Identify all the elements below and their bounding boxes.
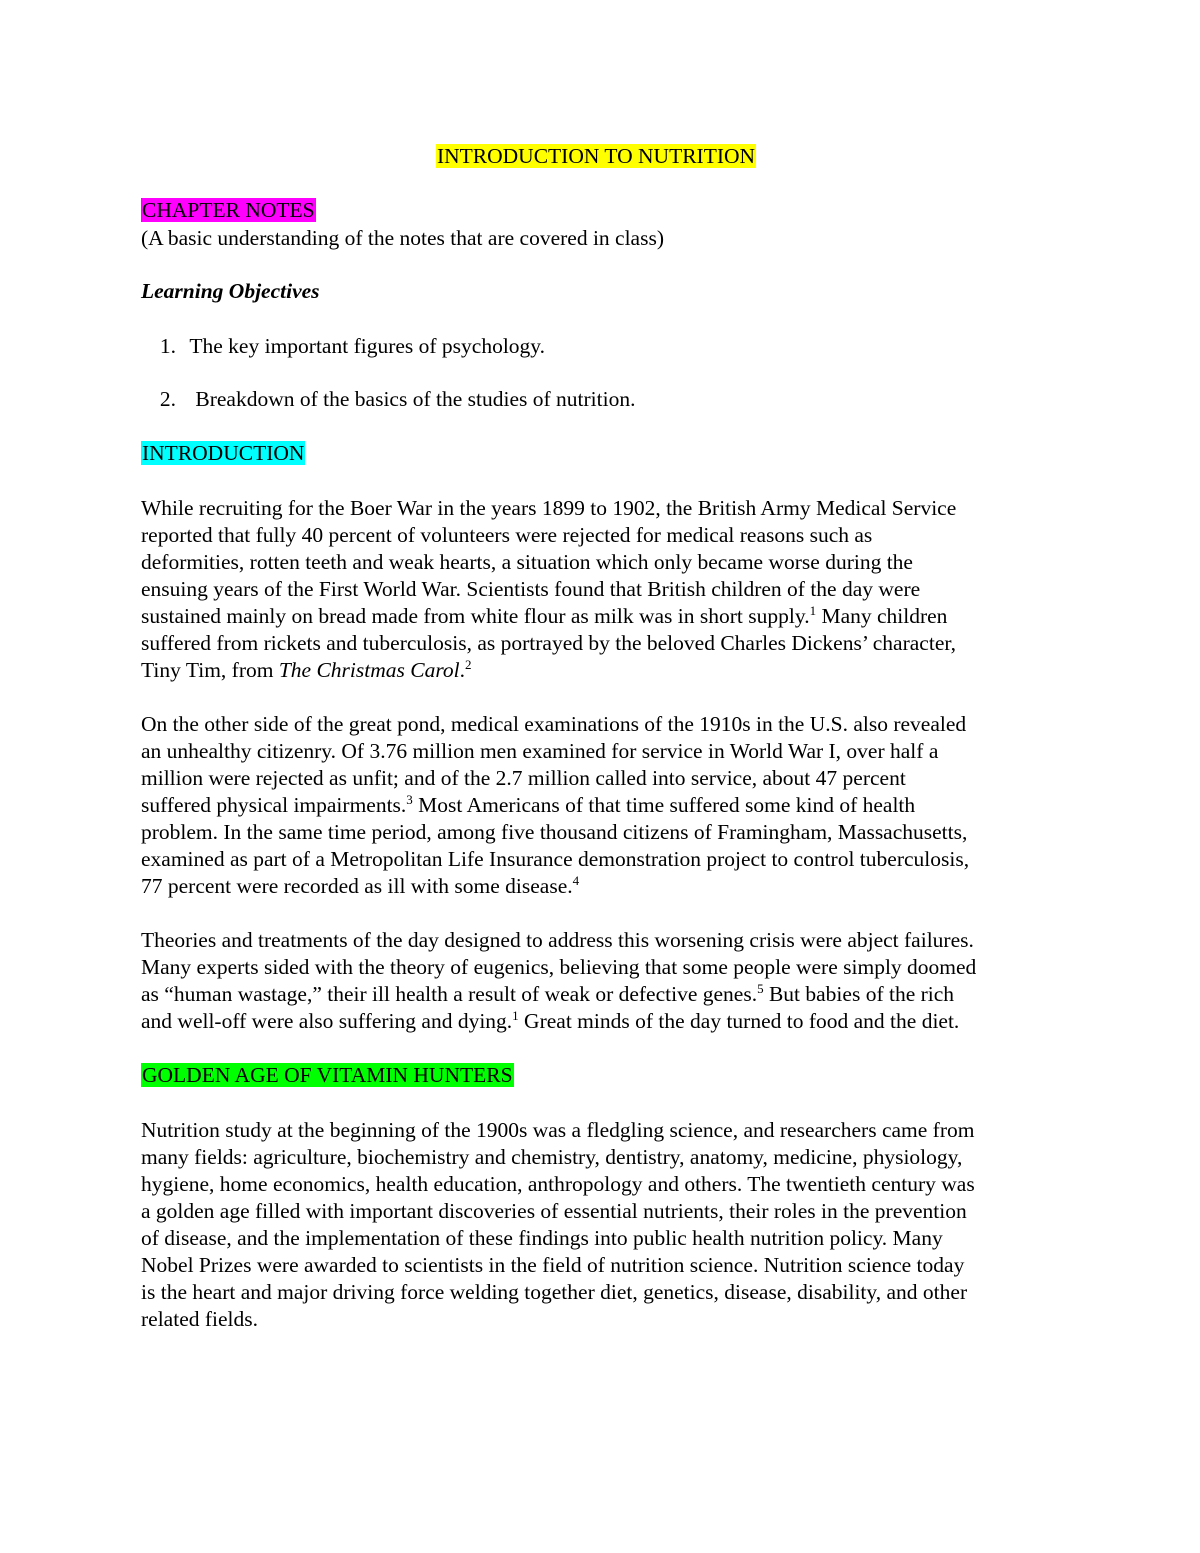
document-title: [141, 143, 1051, 169]
document-title-text: INTRODUCTION TO NUTRITION: [436, 144, 756, 168]
paragraph-text: But babies of the rich: [768, 982, 955, 1006]
book-title: The Christmas Carol: [278, 658, 460, 682]
chapter-notes-heading-text: CHAPTER NOTES: [142, 198, 315, 222]
paragraph-line: of disease, and the implementation of these findings into public health nutrition policy. Many: [141, 1226, 943, 1250]
paragraph-line: a golden age filled with important discoveries of essential nutrients, their roles in the prevention: [141, 1199, 967, 1223]
paragraph-text: and well-off were also suffering and dying.: [141, 1009, 513, 1033]
paragraph-line: ensuing years of the First World War. Scientists found that British children of the day were: [141, 577, 921, 601]
paragraph-line: Many experts sided with the theory of eugenics, believing that some people were simply doomed: [141, 955, 977, 979]
paragraph-line: Nobel Prizes were awarded to scientists in the field of nutrition science. Nutrition science today: [141, 1253, 965, 1277]
objective-text: Breakdown of the basics of the studies of nutrition.: [195, 387, 636, 411]
footnote-ref: 1: [809, 602, 817, 618]
paragraph-line: related fields.: [141, 1307, 259, 1331]
objective-text: The key important figures of psychology.: [189, 334, 546, 358]
introduction-heading-text: INTRODUCTION: [142, 441, 305, 465]
paragraph-line: hygiene, home economics, health education, anthropology and others. The twentieth century was: [141, 1172, 975, 1196]
paragraph-line: [141, 603, 947, 629]
paragraph-line: an unhealthy citizenry. Of 3.76 million men examined for service in World War I, over half a: [141, 739, 939, 763]
paragraph-text: suffered physical impairments.: [141, 793, 407, 817]
paragraph-line: [141, 981, 954, 1007]
paragraph-line: problem. In the same time period, among five thousand citizens of Framingham, Massachusetts,: [141, 820, 968, 844]
paragraph-text: as “human wastage,” their ill health a result of weak or defective genes.: [141, 982, 758, 1006]
paragraph-text: sustained mainly on bread made from white flour as milk was in short supply.: [141, 604, 810, 628]
footnote-ref: 1: [512, 1007, 519, 1023]
paragraph-line: reported that fully 40 percent of volunteers were rejected for medical reasons such as: [141, 523, 873, 547]
paragraph-line: suffered from rickets and tuberculosis, as portrayed by the beloved Charles Dickens’ character,: [141, 631, 957, 655]
paragraph-line: examined as part of a Metropolitan Life Insurance demonstration project to control tuberculosis,: [141, 847, 970, 871]
paragraph-line: While recruiting for the Boer War in the years 1899 to 1902, the British Army Medical Service: [141, 496, 957, 520]
paragraph-text: Great minds of the day turned to food and the diet.: [524, 1009, 960, 1033]
paragraph-line: [141, 792, 915, 818]
chapter-notes-description: (A basic understanding of the notes that are covered in class): [141, 226, 664, 250]
paragraph-line: [141, 873, 579, 899]
paragraph-text: .: [459, 658, 466, 682]
footnote-ref: 4: [572, 872, 580, 888]
footnote-ref: 5: [757, 980, 764, 996]
paragraph-text: Many children: [821, 604, 948, 628]
golden-age-heading-text: GOLDEN AGE OF VITAMIN HUNTERS: [142, 1063, 513, 1087]
paragraph-line: is the heart and major driving force welding together diet, genetics, disease, disability, and other: [141, 1280, 968, 1304]
paragraph-text: Most Americans of that time suffered some kind of health: [418, 793, 916, 817]
paragraph-line: Nutrition study at the beginning of the 1900s was a fledgling science, and researchers came from: [141, 1118, 975, 1142]
objective-number: 2.: [159, 387, 176, 411]
golden-age-heading: [141, 1062, 514, 1088]
paragraph-line: On the other side of the great pond, medical examinations of the 1910s in the U.S. also revealed: [141, 712, 967, 736]
footnote-ref: 2: [465, 656, 472, 672]
paragraph-line: million were rejected as unfit; and of the 2.7 million called into service, about 47 percent: [141, 766, 906, 790]
introduction-heading: [141, 440, 305, 466]
paragraph-text: 77 percent were recorded as ill with some disease.: [141, 874, 573, 898]
chapter-notes-heading: [141, 197, 316, 223]
paragraph-line: deformities, rotten teeth and weak hearts, a situation which only became worse during the: [141, 550, 913, 574]
paragraph-text: Tiny Tim, from: [141, 658, 279, 682]
objective-number: 1.: [159, 334, 176, 358]
objective-item: [141, 333, 545, 359]
footnote-ref: 3: [406, 791, 413, 807]
learning-objectives-heading: Learning Objectives: [141, 279, 320, 303]
paragraph-line: many fields: agriculture, biochemistry and chemistry, dentistry, anatomy, medicine, physiology,: [141, 1145, 963, 1169]
paragraph-line: Theories and treatments of the day designed to address this worsening crisis were abject failures.: [141, 928, 974, 952]
objective-item: [141, 386, 635, 412]
paragraph-line: [141, 657, 472, 683]
paragraph-line: [141, 1008, 959, 1034]
